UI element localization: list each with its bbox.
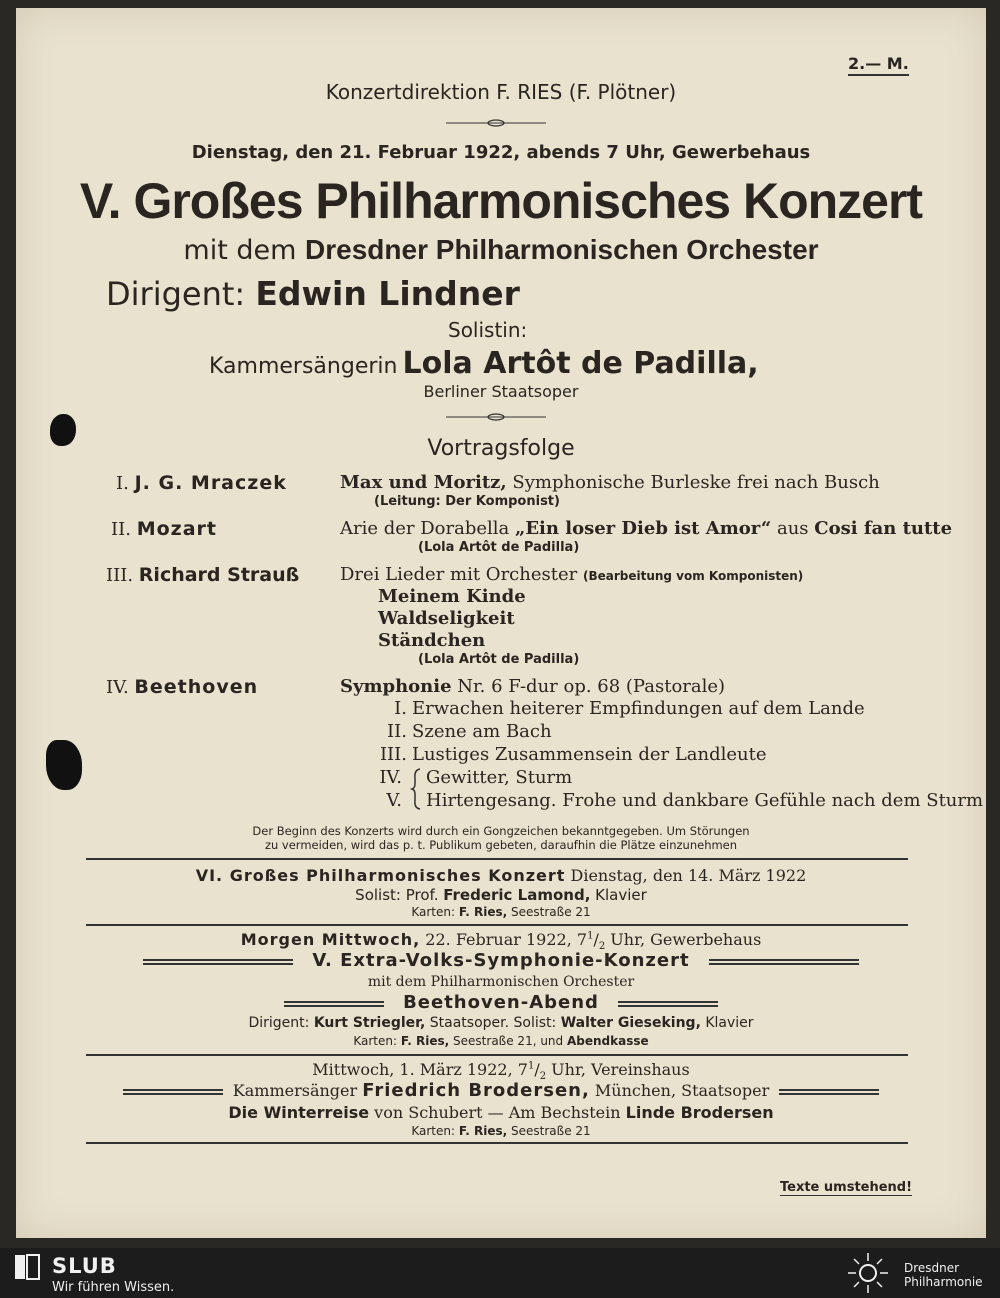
item-number: I. (116, 473, 129, 494)
orchestra-name: Dresdner Philharmonischen Orchester (305, 234, 819, 265)
recital-singer-line (16, 1080, 986, 1101)
program-item-2-note: (Lola Artôt de Padilla) (418, 540, 580, 555)
extra-concert-date: 22. Februar 1922, 7 (420, 930, 588, 949)
gong-notice-2: zu vermeiden, wird das p. t. Publikum gebeten, daraufhin die Plätze einzunehmen (264, 838, 738, 852)
movement-title: Szene am Bach (412, 721, 552, 742)
recital-date: Mittwoch, 1. März 1922, 7 (312, 1060, 528, 1079)
next-concert-title: VI. Großes Philharmonisches Konzert (195, 866, 566, 885)
partner-name-1: Dresdner (904, 1261, 960, 1275)
tickets-vendor: F. Ries, (458, 905, 508, 919)
movement-title: Hirtengesang. Frohe und dankbare Gefühle nach dem Sturm (426, 790, 984, 811)
ornament-divider-2 (446, 412, 546, 422)
tickets-vendor: F. Ries, (458, 1124, 508, 1138)
work-prefix: Arie der Dorabella (340, 518, 515, 539)
song-1: Meinem Kinde (378, 586, 526, 607)
program-item-1-note: (Leitung: Der Komponist) (374, 494, 560, 509)
next-concert-line (16, 866, 986, 885)
item-number: IV. (106, 677, 129, 698)
ornament-divider (446, 118, 546, 128)
recital-work-line (16, 1103, 986, 1122)
item-number: II. (111, 519, 131, 540)
tickets-label: Karten: (353, 1034, 401, 1048)
composer-name: Mozart (136, 518, 217, 540)
time-fraction-num: 1 (587, 930, 594, 942)
double-rule-left (284, 1001, 384, 1007)
tickets-address: Seestraße 21 (507, 1124, 591, 1138)
program-item-4-work (340, 676, 725, 697)
recital-work-tail: von Schubert — Am Bechstein (369, 1103, 626, 1122)
extra-concert-venue: Uhr, Gewerbehaus (605, 930, 762, 949)
extra-concert-theme: Beethoven-Abend (403, 992, 599, 1013)
soloist-instrument: Klavier (590, 886, 647, 904)
tickets-label: Karten: (411, 905, 459, 919)
concert-program-sheet (16, 8, 986, 1238)
brace-icon (410, 768, 422, 810)
recital-work: Die Winterreise (228, 1103, 370, 1122)
double-rule-right (779, 1089, 879, 1095)
singer-title: Kammersänger (232, 1081, 363, 1100)
soloist-label: Solistin: (448, 318, 528, 342)
extra-concert-performers (16, 1015, 986, 1031)
item-number: III. (106, 565, 134, 586)
extra-concert-tickets (16, 1034, 986, 1048)
program-item-3-note: (Lola Artôt de Padilla) (418, 652, 580, 667)
conductor-name: Edwin Lindner (255, 274, 520, 313)
composer-name: Beethoven (134, 676, 259, 698)
orchestra-line (16, 234, 986, 266)
concert-date-line: Dienstag, den 21. Februar 1922, abends 7 Uhr, Gewerbehaus (191, 142, 811, 163)
composer-name: J. G. Mraczek (134, 472, 287, 494)
opera-title: Cosi fan tutte (814, 518, 953, 539)
section-rule (86, 924, 908, 926)
extra-concert-orchestra: mit dem Philharmonischen Orchester (367, 974, 635, 990)
recital-tickets (16, 1124, 986, 1138)
partner-name-2: Philharmonie (904, 1275, 983, 1289)
movement-number: I. (394, 698, 407, 719)
conductor-line (106, 274, 520, 313)
extra-concert-day: Morgen Mittwoch, (240, 930, 421, 949)
soloist-title: Kammersängerin (209, 354, 398, 379)
program-item-4 (106, 676, 258, 698)
program-item-3 (106, 564, 299, 586)
song-2: Waldseligkeit (378, 608, 515, 629)
concert-title: V. Großes Philharmonisches Konzert (79, 173, 923, 229)
texts-overleaf-note: Texte umstehend! (780, 1180, 913, 1195)
tickets-vendor: F. Ries, (400, 1034, 450, 1048)
fraction-slash: / (593, 930, 599, 949)
extra-concert-title-line (16, 950, 986, 971)
double-rule-right (709, 959, 859, 965)
program-item-1 (116, 472, 287, 494)
concert-agency: Konzertdirektion F. RIES (F. Plötner) (325, 80, 677, 104)
next-concert-tickets (16, 905, 986, 919)
soloist-name: Walter Gieseking, (560, 1015, 701, 1031)
slub-tagline: Wir führen Wissen. (52, 1280, 175, 1295)
movement-title: Lustiges Zusammensein der Landleute (412, 744, 767, 765)
slub-logo-icon (12, 1252, 42, 1282)
double-rule-left (123, 1089, 223, 1095)
time-fraction-den: 2 (598, 941, 606, 953)
movement-title: Erwachen heiterer Empfindungen auf dem Lande (412, 698, 865, 719)
song-3: Ständchen (378, 630, 486, 651)
movement-title: Gewitter, Sturm (426, 767, 573, 788)
conductor-label: Dirigent: (248, 1015, 314, 1031)
tickets-address: Seestraße 21, und (449, 1034, 567, 1048)
conductor-name: Kurt Striegler, (313, 1015, 426, 1031)
next-concert-date: Dienstag, den 14. März 1922 (565, 866, 807, 885)
program-item-2 (111, 518, 217, 540)
program-item-3-work (340, 564, 803, 585)
section-rule (86, 1054, 908, 1056)
composer-name: Richard Strauß (138, 564, 300, 586)
double-rule-right (618, 1001, 718, 1007)
tickets-label: Karten: (411, 1124, 459, 1138)
work-subtitle: Symphonische Burleske frei nach Busch (506, 472, 880, 493)
gong-notice-1: Der Beginn des Konzerts wird durch ein Gongzeichen bekanntgegeben. Um Störungen (252, 824, 750, 838)
next-concert-soloist-line (16, 886, 986, 904)
program-item-1-work (340, 472, 880, 493)
work-title: Symphonie (340, 676, 452, 697)
movement-number: IV. (379, 767, 402, 788)
section-rule (86, 858, 908, 860)
soloist-instrument: Klavier (700, 1015, 754, 1031)
program-item-2-work (340, 518, 952, 539)
soloist-line (209, 346, 759, 381)
recital-venue: Uhr, Vereinshaus (546, 1060, 690, 1079)
conductor-house: Staatsoper. Solist: (425, 1015, 561, 1031)
price-label: 2.— M. (848, 54, 909, 76)
punch-hole-bottom (46, 740, 82, 790)
soloist-name: Frederic Lamond, (443, 886, 591, 904)
recital-pianist: Linde Brodersen (625, 1103, 774, 1122)
singer-place: München, Staatsoper (589, 1081, 770, 1100)
work-arrangement: (Bearbeitung vom Komponisten) (582, 569, 804, 583)
tickets-address: Seestraße 21 (507, 905, 591, 919)
aria-title: „Ein loser Dieb ist Amor“ (514, 518, 772, 539)
time-fraction-num: 1 (527, 1060, 535, 1072)
soloist-name: Lola Artôt de Padilla, (402, 346, 759, 381)
soloist-house: Berliner Staatsoper (423, 382, 579, 401)
extra-concert-title: V. Extra-Volks-Symphonie-Konzert (312, 950, 690, 971)
movement-number: V. (386, 790, 402, 811)
philharmonie-logo-icon (842, 1250, 894, 1296)
double-rule-left (143, 959, 293, 965)
slub-logo-text: SLUB (52, 1254, 117, 1278)
work-title: Drei Lieder mit Orchester (340, 564, 583, 585)
program-heading: Vortragsfolge (427, 436, 575, 461)
recital-date-line (16, 1060, 986, 1082)
fraction-slash: / (534, 1060, 540, 1079)
time-fraction-den: 2 (539, 1071, 547, 1083)
singer-name: Friedrich Brodersen, (362, 1080, 590, 1101)
extra-concert-theme-line (16, 992, 986, 1013)
movement-number: II. (387, 721, 407, 742)
orchestra-prefix: mit dem (183, 235, 297, 266)
library-footer (0, 1248, 1000, 1298)
extra-concert-date-line (16, 930, 986, 952)
section-rule (86, 1142, 908, 1144)
work-connector: aus (771, 518, 815, 539)
work-title: Max und Moritz, (340, 472, 507, 493)
conductor-label: Dirigent: (106, 275, 246, 313)
movement-number: III. (379, 744, 407, 765)
tickets-box-office: Abendkasse (566, 1034, 649, 1048)
soloist-label: Solist: Prof. (355, 886, 444, 904)
work-subtitle: Nr. 6 F-dur op. 68 (Pastorale) (451, 676, 726, 697)
